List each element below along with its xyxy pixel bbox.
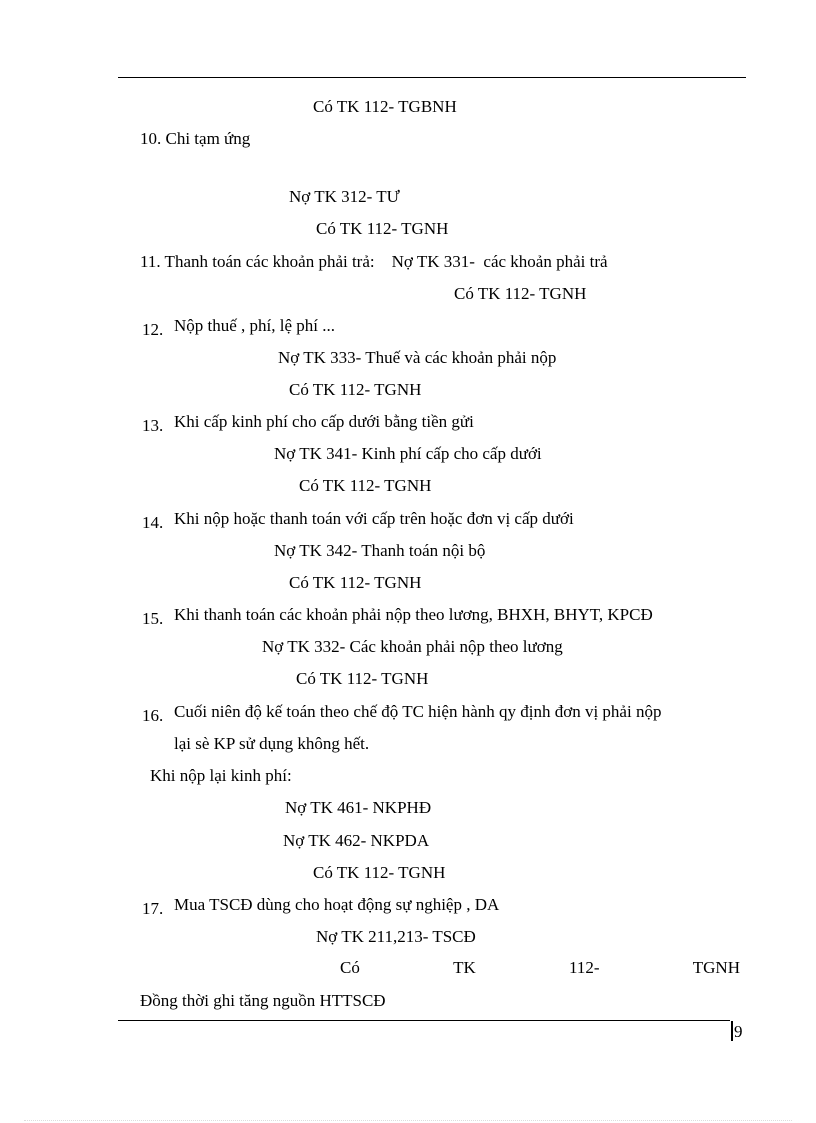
entry-line: Nợ TK 312- TƯ: [289, 187, 400, 206]
entry-line: Nợ TK 333- Thuế và các khoản phải nộp: [278, 348, 557, 367]
item-number: 15.: [142, 609, 164, 628]
entry-line: Có TK 112- TGBNH: [313, 97, 457, 116]
page-edge-divider: [24, 1120, 792, 1121]
page-number-bar: [731, 1021, 733, 1041]
item-heading: Khi cấp kinh phí cho cấp dưới bằng tiền gửi: [174, 412, 474, 431]
item-heading: 11. Thanh toán các khoản phải trả: Nợ TK 331- các khoản phải trả: [140, 252, 608, 271]
entry-line: Có TK 112- TGNH: [296, 669, 429, 688]
word: TGNH: [692, 958, 740, 977]
page-number: 9: [734, 1022, 743, 1041]
paragraph-text: Khi nộp lại kinh phí:: [150, 766, 292, 785]
item-heading: Khi nộp hoặc thanh toán với cấp trên hoặc đơn vị cấp dưới: [174, 509, 574, 528]
justified-entry-line: [340, 958, 740, 978]
item-heading: Khi thanh toán các khoản phải nộp theo lương, BHXH, BHYT, KPCĐ: [174, 605, 653, 624]
footer-rule: [118, 1020, 730, 1021]
entry-line: Có TK 112- TGNH: [289, 380, 422, 399]
item-text: lại sè KP sử dụng không hết.: [174, 734, 370, 753]
entry-line: Có TK 112- TGNH: [454, 284, 587, 303]
item-number: 12.: [142, 320, 164, 339]
entry-line: Có TK 112- TGNH: [289, 573, 422, 592]
entry-line: Có TK 112- TGNH: [299, 476, 432, 495]
entry-line: Nợ TK 461- NKPHĐ: [285, 798, 432, 817]
item-heading: Mua TSCĐ dùng cho hoạt động sự nghiệp , DA: [174, 895, 500, 914]
item-number: 17.: [142, 899, 164, 918]
header-rule: [118, 77, 746, 78]
item-heading: Cuối niên độ kế toán theo chế độ TC hiện hành qy định đơn vị phải nộp: [174, 702, 662, 721]
item-heading: Nộp thuế , phí, lệ phí ...: [174, 316, 336, 335]
entry-line: Nợ TK 341- Kinh phí cấp cho cấp dưới: [274, 444, 542, 463]
item-heading: 10. Chi tạm ứng: [140, 129, 251, 148]
item-number: 13.: [142, 416, 164, 435]
word: TK: [453, 958, 476, 977]
entry-line: Nợ TK 342- Thanh toán nội bộ: [274, 541, 486, 560]
entry-line: Nợ TK 332- Các khoản phải nộp theo lương: [262, 637, 563, 656]
word: Có: [340, 958, 360, 977]
entry-line: Nợ TK 211,213- TSCĐ: [316, 927, 476, 946]
entry-line: Nợ TK 462- NKPDA: [283, 831, 430, 850]
entry-line: Có TK 112- TGNH: [313, 863, 446, 882]
word: 112-: [568, 958, 600, 977]
entry-line: Có TK 112- TGNH: [316, 219, 449, 238]
paragraph-text: Đồng thời ghi tăng nguồn HTTSCĐ: [140, 991, 386, 1010]
item-number: 16.: [142, 706, 164, 725]
item-number: 14.: [142, 513, 164, 532]
